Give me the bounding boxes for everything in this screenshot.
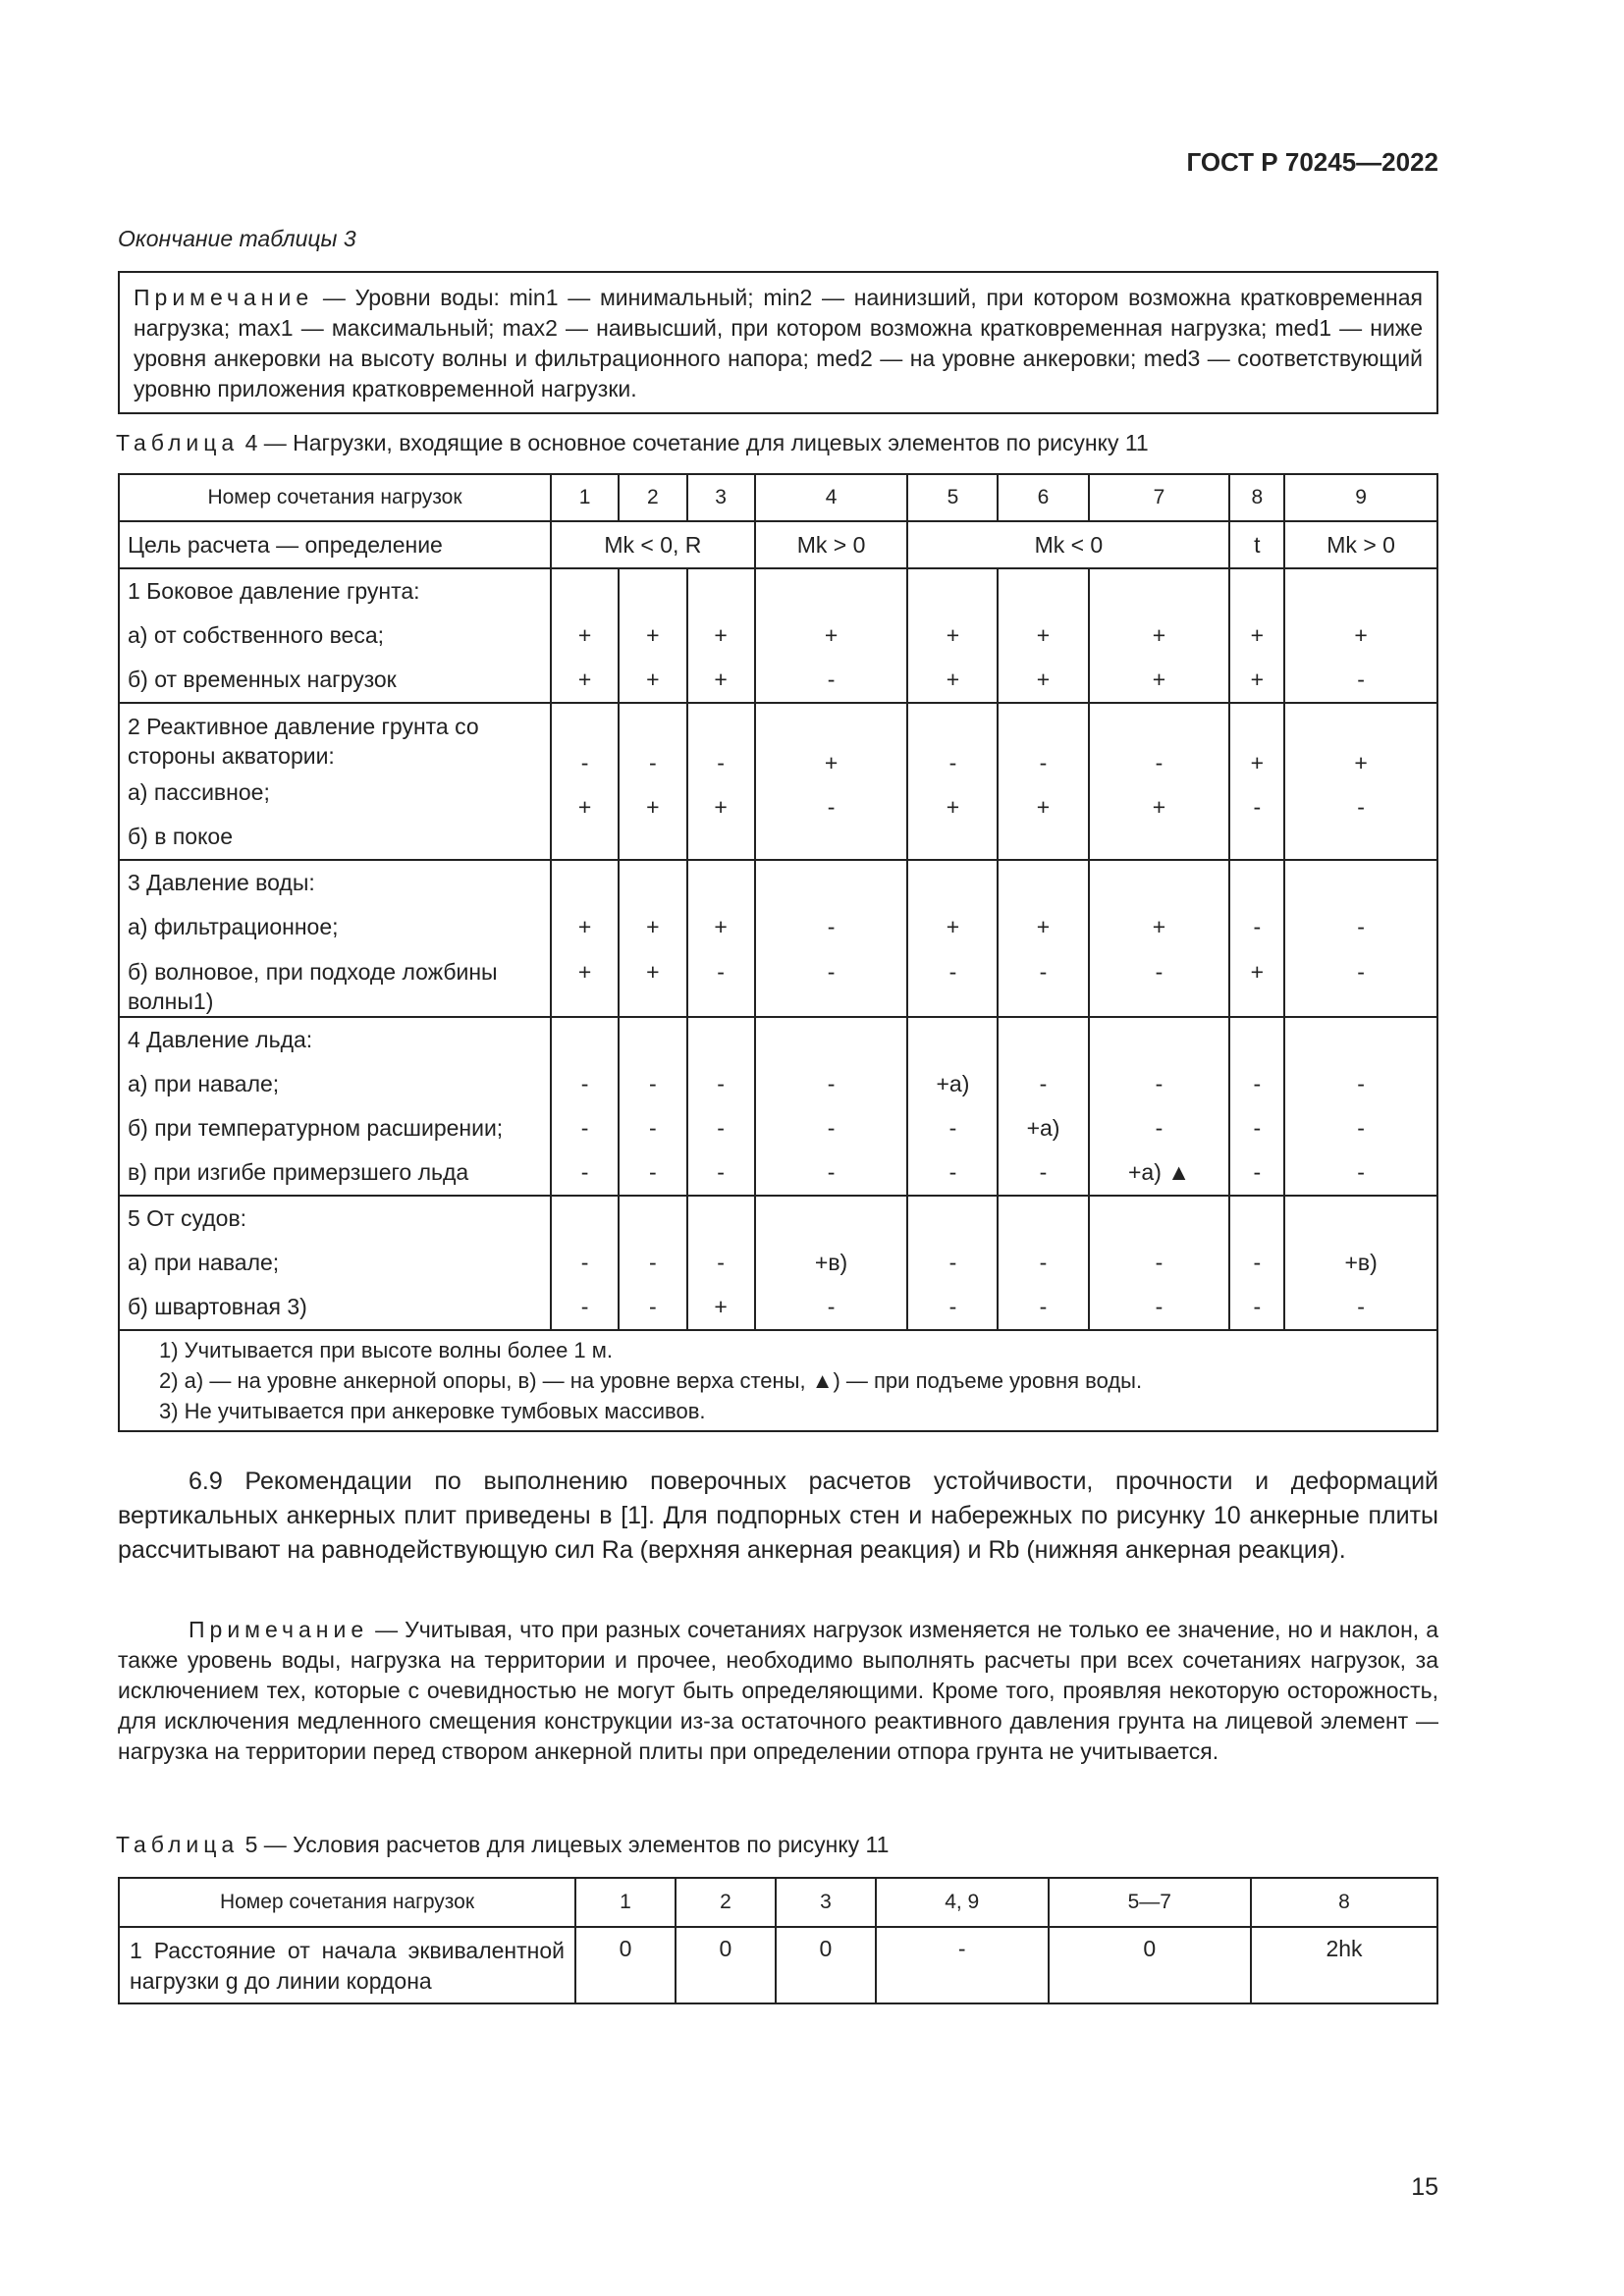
table4-cell: - bbox=[827, 794, 836, 820]
spacer bbox=[560, 1197, 610, 1241]
table4-cell: + bbox=[1354, 622, 1368, 648]
table4-caption bbox=[116, 430, 1149, 456]
table4-cell: + bbox=[714, 667, 728, 692]
table4-value-column bbox=[907, 1196, 998, 1330]
table4-value-column bbox=[687, 568, 755, 703]
table4-value-column bbox=[1284, 1196, 1437, 1330]
table4-cell: + bbox=[1036, 914, 1051, 939]
row-label: а) при навале; bbox=[128, 1071, 280, 1096]
table4-cell: + bbox=[946, 622, 960, 648]
spacer bbox=[560, 1018, 610, 1062]
table-row bbox=[119, 1196, 1437, 1330]
spacer bbox=[1098, 861, 1221, 905]
table-continuation-label: Окончание таблицы 3 bbox=[118, 226, 356, 251]
spacer bbox=[764, 569, 899, 614]
table4-header-row bbox=[119, 474, 1437, 521]
table4-cell: - bbox=[580, 1071, 589, 1096]
table5-col: 8 bbox=[1251, 1878, 1437, 1927]
spacer bbox=[1238, 1018, 1275, 1062]
spacer bbox=[1098, 569, 1221, 614]
table4-cell: - bbox=[717, 1159, 725, 1185]
table4-cell: + bbox=[1036, 667, 1051, 692]
table4-cell: - bbox=[1357, 914, 1365, 939]
table4-cell: - bbox=[827, 1159, 836, 1185]
table4-cell: - bbox=[1155, 1071, 1164, 1096]
table5-header-label: Номер сочетания нагрузок bbox=[119, 1878, 575, 1927]
table4-caption-label: Таблица bbox=[116, 430, 240, 455]
row-label: а) фильтрационное; bbox=[128, 914, 339, 939]
table4-header-label: Номер сочетания нагрузок bbox=[119, 474, 551, 521]
table4-cell: - bbox=[649, 1294, 657, 1319]
table4-value-column bbox=[551, 1017, 619, 1196]
spacer bbox=[1238, 1197, 1275, 1241]
table4-value-column bbox=[1229, 1017, 1284, 1196]
table4-cell: - bbox=[649, 750, 657, 775]
table4-value-column bbox=[619, 1017, 686, 1196]
table4-cell: +а) ▲ bbox=[1127, 1159, 1191, 1185]
table4-group-labels bbox=[119, 1196, 551, 1330]
table4-cell: + bbox=[646, 622, 660, 648]
goal-value: Mk < 0 bbox=[907, 521, 1229, 568]
table4-cell: - bbox=[1155, 750, 1164, 775]
table4-cell: + bbox=[577, 622, 592, 648]
table4-value-column bbox=[551, 703, 619, 860]
spacer bbox=[627, 861, 677, 905]
table4-value-column bbox=[619, 568, 686, 703]
table4-cell: +а) bbox=[936, 1071, 970, 1096]
spacer bbox=[916, 1018, 989, 1062]
table4-cell: + bbox=[646, 794, 660, 820]
spacer bbox=[1293, 1197, 1429, 1241]
table4-cell: - bbox=[827, 914, 836, 939]
table4-cell: - bbox=[649, 1159, 657, 1185]
table4-cell: - bbox=[1039, 959, 1048, 985]
spacer bbox=[696, 861, 746, 905]
table4-cell: + bbox=[1036, 794, 1051, 820]
group-title: 3 Давление воды: bbox=[128, 870, 315, 895]
table5-col: 5—7 bbox=[1049, 1878, 1252, 1927]
table4-value-column bbox=[907, 860, 998, 1017]
goal-label: Цель расчета — определение bbox=[119, 521, 551, 568]
table4-cell: - bbox=[1357, 794, 1365, 820]
table5-caption-label: Таблица bbox=[116, 1832, 240, 1857]
row-label: б) волновое, при подходе ложбины волны1) bbox=[128, 959, 498, 1014]
spacer bbox=[627, 1197, 677, 1241]
table4-footnotes bbox=[119, 1330, 1437, 1431]
table4-cell: - bbox=[827, 1071, 836, 1096]
table4-cell: - bbox=[1357, 1159, 1365, 1185]
row-label: б) швартовная 3) bbox=[128, 1294, 307, 1319]
table4-cell: - bbox=[948, 1294, 957, 1319]
table4-cell: + bbox=[824, 622, 839, 648]
spacer bbox=[1293, 569, 1429, 614]
row-label: в) при изгибе примерзшего льда bbox=[128, 1159, 469, 1185]
group-title: 5 От судов: bbox=[128, 1205, 247, 1231]
table4-cell: - bbox=[827, 1294, 836, 1319]
spacer bbox=[560, 569, 610, 614]
spacer bbox=[1006, 1197, 1079, 1241]
table4-cell: + bbox=[646, 914, 660, 939]
table4-cell: + bbox=[1152, 794, 1166, 820]
spacer bbox=[560, 861, 610, 905]
spacer bbox=[1293, 861, 1429, 905]
spacer bbox=[1238, 861, 1275, 905]
table4-value-column bbox=[551, 1196, 619, 1330]
document-id: ГОСТ Р 70245—2022 bbox=[1186, 147, 1438, 177]
table4-cell: - bbox=[1253, 794, 1262, 820]
table4-value-column bbox=[1089, 568, 1230, 703]
table4-value-column bbox=[907, 568, 998, 703]
table4-value-column bbox=[687, 703, 755, 860]
spacer bbox=[696, 704, 746, 741]
table5-cell: 2hk bbox=[1251, 1927, 1437, 2003]
table5-col: 4, 9 bbox=[876, 1878, 1049, 1927]
table4-cell: - bbox=[948, 1159, 957, 1185]
table5-col: 2 bbox=[676, 1878, 776, 1927]
table4-value-column bbox=[1229, 860, 1284, 1017]
spacer bbox=[764, 1018, 899, 1062]
paragraph-6-9: 6.9 Рекомендации по выполнению поверочных расчетов устойчивости, прочности и деформаций вертикальных анкерных плит приведены в [1]. Для подпорных стен и набережных по рисунку 10 анкерные плиты рассчитывают на равнодействующую сил Ra (верхняя анкерная реакция) и Rb (нижняя анкерная реакция). bbox=[118, 1468, 1438, 1564]
table4-cell: + bbox=[1250, 622, 1265, 648]
table4-cell: +а) bbox=[1026, 1115, 1060, 1141]
table4-cell: + bbox=[1250, 750, 1265, 775]
note-top bbox=[118, 271, 1438, 414]
spacer bbox=[627, 704, 677, 741]
table4-cell: - bbox=[948, 750, 957, 775]
table5-caption-text: 5 — Условия расчетов для лицевых элементов по рисунку 11 bbox=[239, 1832, 890, 1857]
table4-cell: + bbox=[714, 794, 728, 820]
table4-cell: + bbox=[946, 794, 960, 820]
table4-cell: - bbox=[827, 667, 836, 692]
table4-cell: - bbox=[717, 750, 725, 775]
table4-cell: + bbox=[577, 914, 592, 939]
table5-col: 3 bbox=[776, 1878, 876, 1927]
table4-cell: + bbox=[946, 667, 960, 692]
row-label: а) от собственного веса; bbox=[128, 622, 384, 648]
spacer bbox=[696, 1018, 746, 1062]
table4-value-column bbox=[755, 1196, 908, 1330]
goal-value: Mk > 0 bbox=[1284, 521, 1437, 568]
table4-cell: - bbox=[1357, 1071, 1365, 1096]
spacer bbox=[764, 1197, 899, 1241]
table4-col-6: 6 bbox=[998, 474, 1088, 521]
table4-value-column bbox=[907, 1017, 998, 1196]
table4-value-column bbox=[687, 1017, 755, 1196]
table4-value-column bbox=[687, 1196, 755, 1330]
page-number: 15 bbox=[1411, 2173, 1438, 2201]
table4-cell: - bbox=[1155, 1294, 1164, 1319]
group-title: 1 Боковое давление грунта: bbox=[128, 578, 420, 604]
table4-value-column bbox=[1284, 703, 1437, 860]
table4-value-column bbox=[551, 860, 619, 1017]
table-row bbox=[119, 1927, 1437, 2003]
table5 bbox=[118, 1877, 1438, 2004]
table4-cell: - bbox=[580, 1115, 589, 1141]
table4-col-8: 8 bbox=[1229, 474, 1284, 521]
spacer bbox=[1006, 569, 1079, 614]
table4-cell: - bbox=[1039, 1294, 1048, 1319]
table4-value-column bbox=[1284, 1017, 1437, 1196]
row-label: б) от временных нагрузок bbox=[128, 667, 397, 692]
table4-cell: + bbox=[577, 794, 592, 820]
table4-cell: + bbox=[1152, 914, 1166, 939]
table4-cell: - bbox=[1357, 667, 1365, 692]
row-label: б) в покое bbox=[128, 824, 233, 849]
spacer bbox=[1098, 1197, 1221, 1241]
table4-col-9: 9 bbox=[1284, 474, 1437, 521]
spacer bbox=[1238, 569, 1275, 614]
table4-cell: - bbox=[1039, 750, 1048, 775]
group-title: 4 Давление льда: bbox=[128, 1027, 313, 1052]
table4-value-column bbox=[619, 703, 686, 860]
table4-value-column bbox=[1229, 703, 1284, 860]
table4-footnotes-row bbox=[119, 1330, 1437, 1431]
table4-cell: +в) bbox=[1344, 1250, 1378, 1275]
table4-group-labels bbox=[119, 860, 551, 1017]
table4-cell: - bbox=[948, 959, 957, 985]
spacer bbox=[696, 1197, 746, 1241]
table4-cell: - bbox=[580, 1294, 589, 1319]
spacer bbox=[1098, 1018, 1221, 1062]
table4-cell: - bbox=[1357, 1294, 1365, 1319]
table4-caption-text: 4 — Нагрузки, входящие в основное сочетание для лицевых элементов по рисунку 11 bbox=[239, 430, 1149, 455]
table4-value-column bbox=[998, 703, 1088, 860]
goal-value: Mk > 0 bbox=[755, 521, 908, 568]
table4-cell: + bbox=[1250, 667, 1265, 692]
row-label: б) при температурном расширении; bbox=[128, 1115, 504, 1141]
table4-cell: + bbox=[1152, 622, 1166, 648]
table4-cell: - bbox=[580, 1159, 589, 1185]
table4-value-column bbox=[998, 1017, 1088, 1196]
table4-cell: - bbox=[827, 959, 836, 985]
table4-value-column bbox=[1089, 860, 1230, 1017]
table4-cell: - bbox=[649, 1250, 657, 1275]
table4-cell: - bbox=[1253, 1294, 1262, 1319]
table4-value-column bbox=[687, 860, 755, 1017]
table4-cell: + bbox=[824, 750, 839, 775]
table4-cell: - bbox=[1253, 1115, 1262, 1141]
table4-cell: - bbox=[1253, 1250, 1262, 1275]
table4-cell: - bbox=[827, 1115, 836, 1141]
table4-value-column bbox=[998, 1196, 1088, 1330]
table4-cell: - bbox=[580, 750, 589, 775]
spacer bbox=[627, 1018, 677, 1062]
table5-cell: 0 bbox=[1049, 1927, 1252, 2003]
spacer bbox=[1006, 861, 1079, 905]
table4-group-labels bbox=[119, 1017, 551, 1196]
goal-value: Mk < 0, R bbox=[551, 521, 755, 568]
table5-col: 1 bbox=[575, 1878, 676, 1927]
spacer bbox=[696, 569, 746, 614]
table4-value-column bbox=[1089, 703, 1230, 860]
table5-caption bbox=[116, 1832, 889, 1858]
note-text: — Уровни воды: min1 — минимальный; min2 — наинизший, при котором возможна кратковременная нагрузка; max1 — максимальный; max2 — наивысший, при котором возможна кратковременная нагрузка; med1 — ниже уровня анкеровки на высоту волны и фильтрационного напора; med2 — на уровне анкеровки; med3 — соответствующий уровню приложения кратковременной нагрузки. bbox=[134, 285, 1423, 401]
table4-cell: + bbox=[1036, 622, 1051, 648]
table4-value-column bbox=[998, 568, 1088, 703]
table4-col-5: 5 bbox=[907, 474, 998, 521]
table4-cell: - bbox=[948, 1250, 957, 1275]
footnote: 3) Не учитывается при анкеровке тумбовых массивов. bbox=[159, 1399, 706, 1423]
table4-cell: - bbox=[1039, 1250, 1048, 1275]
goal-value: t bbox=[1229, 521, 1284, 568]
table4-value-column bbox=[907, 703, 998, 860]
table4-group-labels bbox=[119, 703, 551, 860]
table4-cell: - bbox=[1039, 1071, 1048, 1096]
table4-cell: - bbox=[1155, 1250, 1164, 1275]
table4-cell: - bbox=[1253, 1159, 1262, 1185]
table4-cell: - bbox=[1253, 1071, 1262, 1096]
table4 bbox=[118, 473, 1438, 1432]
spacer bbox=[1006, 1018, 1079, 1062]
spacer bbox=[1293, 1018, 1429, 1062]
footnote: 1) Учитывается при высоте волны более 1 м. bbox=[159, 1338, 614, 1362]
row-label: а) при навале; bbox=[128, 1250, 280, 1275]
spacer bbox=[916, 1197, 989, 1241]
table4-cell: - bbox=[717, 1115, 725, 1141]
table4-goal-row bbox=[119, 521, 1437, 568]
table4-cell: - bbox=[649, 1071, 657, 1096]
table-row bbox=[119, 860, 1437, 1017]
table4-value-column bbox=[1229, 1196, 1284, 1330]
table5-cell: - bbox=[876, 1927, 1049, 2003]
table4-value-column bbox=[1089, 1017, 1230, 1196]
table-row bbox=[119, 703, 1437, 860]
table4-cell: - bbox=[1039, 1159, 1048, 1185]
table4-cell: + bbox=[577, 959, 592, 985]
spacer bbox=[1098, 704, 1221, 741]
table4-col-7: 7 bbox=[1089, 474, 1230, 521]
spacer bbox=[916, 569, 989, 614]
table5-row-label: 1 Расстояние от начала эквивалентной нагрузки g до линии кордона bbox=[119, 1927, 575, 2003]
table4-col-1: 1 bbox=[551, 474, 619, 521]
table4-value-column bbox=[1284, 860, 1437, 1017]
spacer bbox=[916, 861, 989, 905]
table4-cell: + bbox=[1354, 750, 1368, 775]
table4-cell: - bbox=[717, 1071, 725, 1096]
table-row bbox=[119, 1017, 1437, 1196]
spacer bbox=[1293, 704, 1429, 741]
spacer bbox=[764, 861, 899, 905]
table4-cell: +в) bbox=[814, 1250, 848, 1275]
table5-cell: 0 bbox=[776, 1927, 876, 2003]
table4-cell: - bbox=[1357, 1115, 1365, 1141]
table5-cell: 0 bbox=[676, 1927, 776, 2003]
table4-cell: + bbox=[714, 1294, 728, 1319]
table4-cell: + bbox=[946, 914, 960, 939]
table4-value-column bbox=[1284, 568, 1437, 703]
table4-value-column bbox=[619, 1196, 686, 1330]
table4-cell: - bbox=[717, 959, 725, 985]
note-text: — Учитывая, что при разных сочетаниях нагрузок изменяется не только ее значение, но и наклон, а также уровень воды, нагрузка на территории и прочее, необходимо выполнять расчеты при всех сочетаниях нагрузок, за исключением тех, которые с очевидностью не могут быть определяющими. Кроме того, проявляя некоторую осторожность, для исключения медленного смещения конструкции из-за остаточного реактивного давления грунта на лицевой элемент — нагрузка на территории перед створом анкерной плиты при определении отпора грунта не учитывается. bbox=[118, 1617, 1438, 1764]
footnote: 2) а) — на уровне анкерной опоры, в) — на уровне верха стены, ▲) — при подъеме уровня воды. bbox=[159, 1368, 1143, 1393]
table4-cell: + bbox=[1250, 959, 1265, 985]
table4-cell: + bbox=[1152, 667, 1166, 692]
note-label: Примечание bbox=[134, 285, 314, 310]
table4-cell: + bbox=[577, 667, 592, 692]
spacer bbox=[560, 704, 610, 741]
table4-cell: - bbox=[948, 1115, 957, 1141]
table4-value-column bbox=[755, 703, 908, 860]
table5-header-row bbox=[119, 1878, 1437, 1927]
note-bottom bbox=[118, 1615, 1438, 1767]
table4-group-labels bbox=[119, 568, 551, 703]
table4-cell: - bbox=[717, 1250, 725, 1275]
table4-col-4: 4 bbox=[755, 474, 908, 521]
table4-value-column bbox=[998, 860, 1088, 1017]
table5-cell: 0 bbox=[575, 1927, 676, 2003]
table4-value-column bbox=[755, 568, 908, 703]
group-title: 2 Реактивное давление грунта со стороны акватории: bbox=[128, 714, 479, 769]
table-row bbox=[119, 568, 1437, 703]
table4-value-column bbox=[619, 860, 686, 1017]
table4-cell: - bbox=[1155, 959, 1164, 985]
row-label: а) пассивное; bbox=[128, 779, 270, 805]
table4-value-column bbox=[755, 860, 908, 1017]
table4-col-2: 2 bbox=[619, 474, 686, 521]
table4-cell: + bbox=[646, 959, 660, 985]
spacer bbox=[1006, 704, 1079, 741]
table4-cell: - bbox=[1357, 959, 1365, 985]
table4-cell: - bbox=[580, 1250, 589, 1275]
table4-cell: + bbox=[646, 667, 660, 692]
table4-value-column bbox=[755, 1017, 908, 1196]
table4-col-3: 3 bbox=[687, 474, 755, 521]
spacer bbox=[916, 704, 989, 741]
spacer bbox=[764, 704, 899, 741]
table4-cell: - bbox=[649, 1115, 657, 1141]
table4-value-column bbox=[1229, 568, 1284, 703]
note-label: Примечание bbox=[189, 1617, 369, 1642]
table4-cell: - bbox=[1253, 914, 1262, 939]
table4-cell: + bbox=[714, 914, 728, 939]
table4-value-column bbox=[1089, 1196, 1230, 1330]
table4-cell: - bbox=[1155, 1115, 1164, 1141]
spacer bbox=[1238, 704, 1275, 741]
table4-cell: + bbox=[714, 622, 728, 648]
spacer bbox=[627, 569, 677, 614]
table4-value-column bbox=[551, 568, 619, 703]
